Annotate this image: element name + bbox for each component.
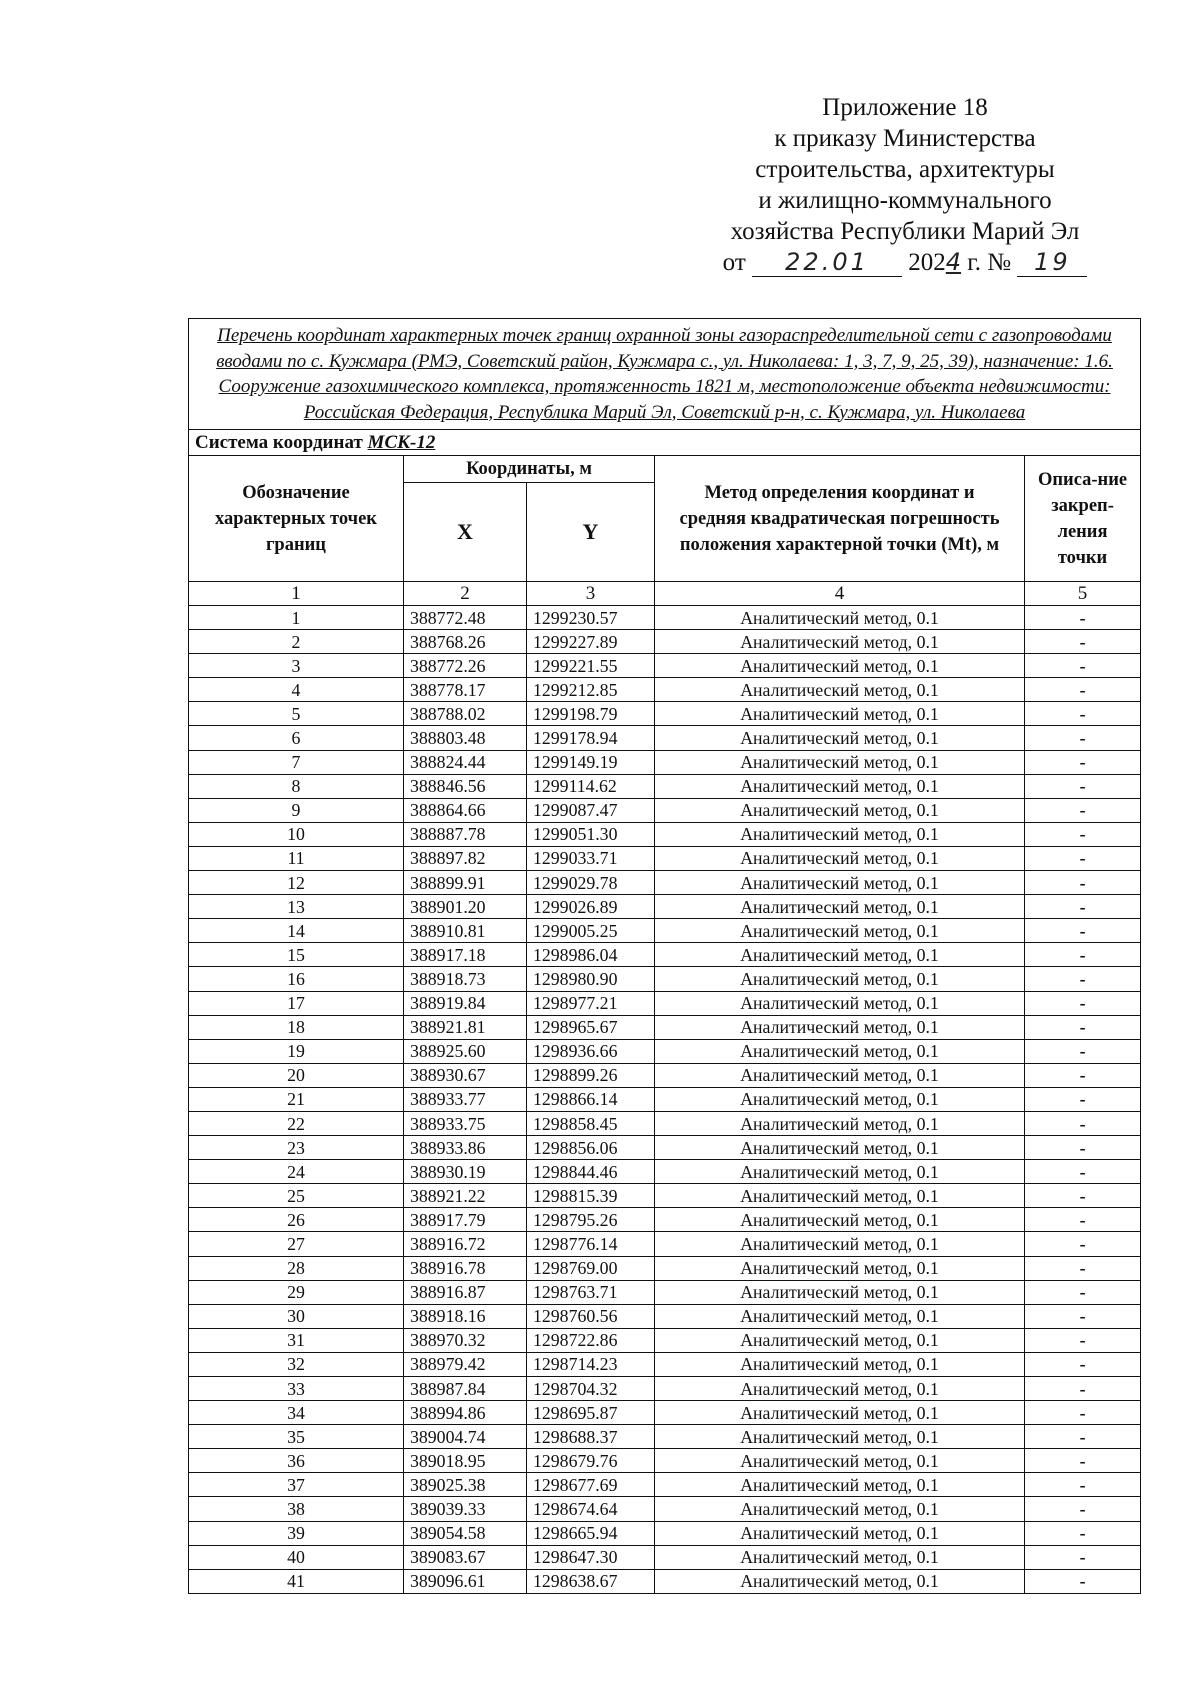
fixing-description-cell: - bbox=[1025, 1497, 1141, 1521]
fixing-description-cell: - bbox=[1025, 871, 1141, 895]
x-coordinate-cell: 388918.73 bbox=[404, 967, 527, 991]
point-number-cell: 29 bbox=[189, 1280, 404, 1304]
point-number-cell: 36 bbox=[189, 1449, 404, 1473]
point-number-cell: 6 bbox=[189, 726, 404, 750]
table-row bbox=[189, 750, 1141, 774]
point-number-cell: 18 bbox=[189, 1015, 404, 1039]
table-row bbox=[189, 1569, 1141, 1593]
table-row bbox=[189, 1352, 1141, 1376]
point-number-cell: 2 bbox=[189, 630, 404, 654]
table-row bbox=[189, 871, 1141, 895]
method-cell: Аналитический метод, 0.1 bbox=[655, 1208, 1025, 1232]
point-number-cell: 24 bbox=[189, 1160, 404, 1184]
x-coordinate-cell: 388916.87 bbox=[404, 1280, 527, 1304]
table-row bbox=[189, 630, 1141, 654]
table-row bbox=[189, 967, 1141, 991]
fixing-description-cell: - bbox=[1025, 1401, 1141, 1425]
x-coordinate-cell: 388917.18 bbox=[404, 943, 527, 967]
y-coordinate-cell: 1298638.67 bbox=[527, 1569, 655, 1593]
method-cell: Аналитический метод, 0.1 bbox=[655, 895, 1025, 919]
header-coordinates: Координаты, м bbox=[404, 456, 655, 483]
table-row bbox=[189, 895, 1141, 919]
annex-line-order: к приказу Министерства bbox=[774, 125, 1036, 152]
point-number-cell: 13 bbox=[189, 895, 404, 919]
method-cell: Аналитический метод, 0.1 bbox=[655, 943, 1025, 967]
table-row bbox=[189, 606, 1141, 630]
table-row bbox=[189, 822, 1141, 846]
method-cell: Аналитический метод, 0.1 bbox=[655, 1545, 1025, 1569]
y-coordinate-cell: 1298688.37 bbox=[527, 1425, 655, 1449]
table-row bbox=[189, 1328, 1141, 1352]
x-coordinate-cell: 388921.81 bbox=[404, 1015, 527, 1039]
fixing-description-cell: - bbox=[1025, 1449, 1141, 1473]
x-coordinate-cell: 388768.26 bbox=[404, 630, 527, 654]
fixing-description-cell: - bbox=[1025, 991, 1141, 1015]
fixing-description-cell: - bbox=[1025, 1352, 1141, 1376]
method-cell: Аналитический метод, 0.1 bbox=[655, 654, 1025, 678]
table-row bbox=[189, 1545, 1141, 1569]
x-coordinate-cell: 389025.38 bbox=[404, 1473, 527, 1497]
method-cell: Аналитический метод, 0.1 bbox=[655, 678, 1025, 702]
x-coordinate-cell: 388824.44 bbox=[404, 750, 527, 774]
y-coordinate-cell: 1298936.66 bbox=[527, 1039, 655, 1063]
y-coordinate-cell: 1298899.26 bbox=[527, 1063, 655, 1087]
coordinate-system-row bbox=[189, 430, 1141, 456]
fixing-description-cell: - bbox=[1025, 726, 1141, 750]
point-number-cell: 41 bbox=[189, 1569, 404, 1593]
point-number-cell: 25 bbox=[189, 1184, 404, 1208]
fixing-description-cell: - bbox=[1025, 1569, 1141, 1593]
fixing-description-cell: - bbox=[1025, 943, 1141, 967]
coordinate-system-value: МСК-12 bbox=[367, 431, 436, 453]
annex-date-line bbox=[690, 247, 1120, 278]
handwritten-number: 19 bbox=[1034, 248, 1071, 276]
y-coordinate-cell: 1298795.26 bbox=[527, 1208, 655, 1232]
x-coordinate-cell: 388864.66 bbox=[404, 798, 527, 822]
point-number-cell: 37 bbox=[189, 1473, 404, 1497]
column-number: 1 bbox=[189, 582, 404, 606]
y-coordinate-cell: 1298977.21 bbox=[527, 991, 655, 1015]
method-cell: Аналитический метод, 0.1 bbox=[655, 1425, 1025, 1449]
number-field bbox=[1017, 249, 1087, 277]
point-number-cell: 38 bbox=[189, 1497, 404, 1521]
y-coordinate-cell: 1298856.06 bbox=[527, 1136, 655, 1160]
y-coordinate-cell: 1298647.30 bbox=[527, 1545, 655, 1569]
x-coordinate-cell: 388910.81 bbox=[404, 919, 527, 943]
point-number-cell: 35 bbox=[189, 1425, 404, 1449]
fixing-description-cell: - bbox=[1025, 702, 1141, 726]
y-coordinate-cell: 1298665.94 bbox=[527, 1521, 655, 1545]
method-cell: Аналитический метод, 0.1 bbox=[655, 919, 1025, 943]
y-coordinate-cell: 1298776.14 bbox=[527, 1232, 655, 1256]
method-cell: Аналитический метод, 0.1 bbox=[655, 1304, 1025, 1328]
table-row bbox=[189, 678, 1141, 702]
method-cell: Аналитический метод, 0.1 bbox=[655, 1136, 1025, 1160]
fixing-description-cell: - bbox=[1025, 1087, 1141, 1111]
fixing-description-cell: - bbox=[1025, 1328, 1141, 1352]
number-label: г. № bbox=[967, 249, 1012, 276]
header-method: Метод определения координат и средняя квадратическая погрешность положения характерной точки (Mt), м bbox=[655, 456, 1025, 582]
fixing-description-cell: - bbox=[1025, 822, 1141, 846]
point-number-cell: 9 bbox=[189, 798, 404, 822]
table-row bbox=[189, 1449, 1141, 1473]
fixing-description-cell: - bbox=[1025, 606, 1141, 630]
point-number-cell: 28 bbox=[189, 1256, 404, 1280]
point-number-cell: 3 bbox=[189, 654, 404, 678]
fixing-description-cell: - bbox=[1025, 1280, 1141, 1304]
x-coordinate-cell: 388917.79 bbox=[404, 1208, 527, 1232]
x-coordinate-cell: 389083.67 bbox=[404, 1545, 527, 1569]
table-row bbox=[189, 798, 1141, 822]
y-coordinate-cell: 1299026.89 bbox=[527, 895, 655, 919]
x-coordinate-cell: 388916.72 bbox=[404, 1232, 527, 1256]
x-coordinate-cell: 388930.19 bbox=[404, 1160, 527, 1184]
point-number-cell: 33 bbox=[189, 1377, 404, 1401]
annex-title: Приложение 18 bbox=[822, 94, 988, 121]
point-number-cell: 10 bbox=[189, 822, 404, 846]
table-row bbox=[189, 1111, 1141, 1135]
x-coordinate-cell: 388846.56 bbox=[404, 774, 527, 798]
point-number-cell: 32 bbox=[189, 1352, 404, 1376]
column-number: 4 bbox=[655, 582, 1025, 606]
y-coordinate-cell: 1299149.19 bbox=[527, 750, 655, 774]
fixing-description-cell: - bbox=[1025, 798, 1141, 822]
fixing-description-cell: - bbox=[1025, 1184, 1141, 1208]
header-x: X bbox=[404, 483, 527, 582]
y-coordinate-cell: 1298695.87 bbox=[527, 1401, 655, 1425]
point-number-cell: 23 bbox=[189, 1136, 404, 1160]
method-cell: Аналитический метод, 0.1 bbox=[655, 1232, 1025, 1256]
method-cell: Аналитический метод, 0.1 bbox=[655, 1087, 1025, 1111]
x-coordinate-cell: 389054.58 bbox=[404, 1521, 527, 1545]
table-row bbox=[189, 1377, 1141, 1401]
method-cell: Аналитический метод, 0.1 bbox=[655, 1184, 1025, 1208]
annex-line-republic: хозяйства Республики Марий Эл bbox=[730, 218, 1080, 245]
y-coordinate-cell: 1298714.23 bbox=[527, 1352, 655, 1376]
fixing-description-cell: - bbox=[1025, 1208, 1141, 1232]
table-row bbox=[189, 774, 1141, 798]
fixing-description-cell: - bbox=[1025, 654, 1141, 678]
fixing-description-cell: - bbox=[1025, 846, 1141, 870]
fixing-description-cell: - bbox=[1025, 919, 1141, 943]
fixing-description-cell: - bbox=[1025, 1304, 1141, 1328]
point-number-cell: 17 bbox=[189, 991, 404, 1015]
point-number-cell: 1 bbox=[189, 606, 404, 630]
point-number-cell: 19 bbox=[189, 1039, 404, 1063]
y-coordinate-cell: 1298704.32 bbox=[527, 1377, 655, 1401]
coordinates-table bbox=[188, 318, 1141, 1594]
fixing-description-cell: - bbox=[1025, 1473, 1141, 1497]
fixing-description-cell: - bbox=[1025, 1039, 1141, 1063]
point-number-cell: 31 bbox=[189, 1328, 404, 1352]
fixing-description-cell: - bbox=[1025, 1545, 1141, 1569]
point-number-cell: 20 bbox=[189, 1063, 404, 1087]
x-coordinate-cell: 388933.86 bbox=[404, 1136, 527, 1160]
x-coordinate-cell: 388916.78 bbox=[404, 1256, 527, 1280]
fixing-description-cell: - bbox=[1025, 1377, 1141, 1401]
y-coordinate-cell: 1299198.79 bbox=[527, 702, 655, 726]
y-coordinate-cell: 1298980.90 bbox=[527, 967, 655, 991]
fixing-description-cell: - bbox=[1025, 1063, 1141, 1087]
table-row bbox=[189, 943, 1141, 967]
table-row bbox=[189, 1304, 1141, 1328]
point-number-cell: 21 bbox=[189, 1087, 404, 1111]
x-coordinate-cell: 388933.77 bbox=[404, 1087, 527, 1111]
table-row bbox=[189, 991, 1141, 1015]
x-coordinate-cell: 388772.26 bbox=[404, 654, 527, 678]
year-prefix: 202 bbox=[908, 249, 946, 276]
table-row bbox=[189, 1184, 1141, 1208]
point-number-cell: 15 bbox=[189, 943, 404, 967]
fixing-description-cell: - bbox=[1025, 1111, 1141, 1135]
x-coordinate-cell: 388901.20 bbox=[404, 895, 527, 919]
fixing-description-cell: - bbox=[1025, 1015, 1141, 1039]
header-y: Y bbox=[527, 483, 655, 582]
method-cell: Аналитический метод, 0.1 bbox=[655, 1449, 1025, 1473]
x-coordinate-cell: 388899.91 bbox=[404, 871, 527, 895]
point-number-cell: 11 bbox=[189, 846, 404, 870]
method-cell: Аналитический метод, 0.1 bbox=[655, 967, 1025, 991]
y-coordinate-cell: 1298760.56 bbox=[527, 1304, 655, 1328]
point-number-cell: 8 bbox=[189, 774, 404, 798]
method-cell: Аналитический метод, 0.1 bbox=[655, 1377, 1025, 1401]
x-coordinate-cell: 388788.02 bbox=[404, 702, 527, 726]
table-row bbox=[189, 702, 1141, 726]
y-coordinate-cell: 1298844.46 bbox=[527, 1160, 655, 1184]
table-row bbox=[189, 1015, 1141, 1039]
date-field bbox=[752, 249, 902, 277]
fixing-description-cell: - bbox=[1025, 774, 1141, 798]
method-cell: Аналитический метод, 0.1 bbox=[655, 726, 1025, 750]
fixing-description-cell: - bbox=[1025, 1425, 1141, 1449]
point-number-cell: 12 bbox=[189, 871, 404, 895]
y-coordinate-cell: 1299221.55 bbox=[527, 654, 655, 678]
method-cell: Аналитический метод, 0.1 bbox=[655, 702, 1025, 726]
column-number: 3 bbox=[527, 582, 655, 606]
x-coordinate-cell: 388930.67 bbox=[404, 1063, 527, 1087]
table-row bbox=[189, 1425, 1141, 1449]
x-coordinate-cell: 388887.78 bbox=[404, 822, 527, 846]
method-cell: Аналитический метод, 0.1 bbox=[655, 1352, 1025, 1376]
point-number-cell: 7 bbox=[189, 750, 404, 774]
y-coordinate-cell: 1298679.76 bbox=[527, 1449, 655, 1473]
table-row bbox=[189, 1063, 1141, 1087]
y-coordinate-cell: 1298674.64 bbox=[527, 1497, 655, 1521]
coordinate-system-label: Система координат bbox=[195, 431, 363, 453]
y-coordinate-cell: 1299029.78 bbox=[527, 871, 655, 895]
method-cell: Аналитический метод, 0.1 bbox=[655, 1497, 1025, 1521]
table-row bbox=[189, 1473, 1141, 1497]
fixing-description-cell: - bbox=[1025, 678, 1141, 702]
point-number-cell: 22 bbox=[189, 1111, 404, 1135]
x-coordinate-cell: 388919.84 bbox=[404, 991, 527, 1015]
fixing-description-cell: - bbox=[1025, 1160, 1141, 1184]
point-number-cell: 39 bbox=[189, 1521, 404, 1545]
fixing-description-cell: - bbox=[1025, 1256, 1141, 1280]
table-row bbox=[189, 1497, 1141, 1521]
y-coordinate-cell: 1299114.62 bbox=[527, 774, 655, 798]
x-coordinate-cell: 389096.61 bbox=[404, 1569, 527, 1593]
method-cell: Аналитический метод, 0.1 bbox=[655, 1280, 1025, 1304]
point-number-cell: 40 bbox=[189, 1545, 404, 1569]
y-coordinate-cell: 1299230.57 bbox=[527, 606, 655, 630]
method-cell: Аналитический метод, 0.1 bbox=[655, 991, 1025, 1015]
fixing-description-cell: - bbox=[1025, 1232, 1141, 1256]
x-coordinate-cell: 388979.42 bbox=[404, 1352, 527, 1376]
method-cell: Аналитический метод, 0.1 bbox=[655, 606, 1025, 630]
method-cell: Аналитический метод, 0.1 bbox=[655, 1256, 1025, 1280]
table-caption: Перечень координат характерных точек границ охранной зоны газораспределительной сети с газопроводами вводами по с. Кужмара (РМЭ, Советский район, Кужмара с., ул. Николаева: 1, 3, 7, 9, 25, 39), назначение: 1.6. Сооружение газохимического комплекса, протяженность 1821 м, местоположение объекта недвижимости: Российская Федерация, Республика Марий Эл, Советский р-н, с. Кужмара, ул. Николаева bbox=[189, 319, 1141, 430]
table-row bbox=[189, 1208, 1141, 1232]
method-cell: Аналитический метод, 0.1 bbox=[655, 1015, 1025, 1039]
x-coordinate-cell: 388918.16 bbox=[404, 1304, 527, 1328]
point-number-cell: 4 bbox=[189, 678, 404, 702]
table-row bbox=[189, 1521, 1141, 1545]
from-label: от bbox=[722, 249, 746, 276]
handwritten-date: 22.01 bbox=[785, 248, 869, 276]
y-coordinate-cell: 1298763.71 bbox=[527, 1280, 655, 1304]
x-coordinate-cell: 388970.32 bbox=[404, 1328, 527, 1352]
point-number-cell: 5 bbox=[189, 702, 404, 726]
method-cell: Аналитический метод, 0.1 bbox=[655, 1039, 1025, 1063]
handwritten-year: 4 bbox=[945, 248, 962, 276]
fixing-description-cell: - bbox=[1025, 630, 1141, 654]
x-coordinate-cell: 388925.60 bbox=[404, 1039, 527, 1063]
fixing-description-cell: - bbox=[1025, 895, 1141, 919]
method-cell: Аналитический метод, 0.1 bbox=[655, 1473, 1025, 1497]
method-cell: Аналитический метод, 0.1 bbox=[655, 1521, 1025, 1545]
column-number: 5 bbox=[1025, 582, 1141, 606]
point-number-cell: 30 bbox=[189, 1304, 404, 1328]
method-cell: Аналитический метод, 0.1 bbox=[655, 1328, 1025, 1352]
table-row bbox=[189, 1232, 1141, 1256]
table-row bbox=[189, 846, 1141, 870]
y-coordinate-cell: 1298866.14 bbox=[527, 1087, 655, 1111]
fixing-description-cell: - bbox=[1025, 750, 1141, 774]
y-coordinate-cell: 1299005.25 bbox=[527, 919, 655, 943]
method-cell: Аналитический метод, 0.1 bbox=[655, 846, 1025, 870]
table-row bbox=[189, 1136, 1141, 1160]
table-row bbox=[189, 1039, 1141, 1063]
fixing-description-cell: - bbox=[1025, 1521, 1141, 1545]
method-cell: Аналитический метод, 0.1 bbox=[655, 1063, 1025, 1087]
table-row bbox=[189, 1280, 1141, 1304]
y-coordinate-cell: 1299227.89 bbox=[527, 630, 655, 654]
x-coordinate-cell: 388778.17 bbox=[404, 678, 527, 702]
method-cell: Аналитический метод, 0.1 bbox=[655, 1160, 1025, 1184]
x-coordinate-cell: 389039.33 bbox=[404, 1497, 527, 1521]
x-coordinate-cell: 388803.48 bbox=[404, 726, 527, 750]
table-row bbox=[189, 1087, 1141, 1111]
y-coordinate-cell: 1298858.45 bbox=[527, 1111, 655, 1135]
fixing-description-cell: - bbox=[1025, 967, 1141, 991]
method-cell: Аналитический метод, 0.1 bbox=[655, 750, 1025, 774]
method-cell: Аналитический метод, 0.1 bbox=[655, 630, 1025, 654]
header-designation: Обозначение характерных точек границ bbox=[189, 456, 404, 582]
method-cell: Аналитический метод, 0.1 bbox=[655, 1401, 1025, 1425]
table-row bbox=[189, 1160, 1141, 1184]
method-cell: Аналитический метод, 0.1 bbox=[655, 1569, 1025, 1593]
x-coordinate-cell: 388933.75 bbox=[404, 1111, 527, 1135]
method-cell: Аналитический метод, 0.1 bbox=[655, 798, 1025, 822]
y-coordinate-cell: 1299087.47 bbox=[527, 798, 655, 822]
point-number-cell: 26 bbox=[189, 1208, 404, 1232]
y-coordinate-cell: 1298965.67 bbox=[527, 1015, 655, 1039]
point-number-cell: 14 bbox=[189, 919, 404, 943]
method-cell: Аналитический метод, 0.1 bbox=[655, 871, 1025, 895]
x-coordinate-cell: 388897.82 bbox=[404, 846, 527, 870]
point-number-cell: 34 bbox=[189, 1401, 404, 1425]
table-row bbox=[189, 1256, 1141, 1280]
point-number-cell: 16 bbox=[189, 967, 404, 991]
header-description: Описа-ние закреп-ления точки bbox=[1025, 456, 1141, 582]
y-coordinate-cell: 1298815.39 bbox=[527, 1184, 655, 1208]
annex-line-ministry: строительства, архитектуры bbox=[755, 156, 1055, 183]
table-row bbox=[189, 1401, 1141, 1425]
method-cell: Аналитический метод, 0.1 bbox=[655, 1111, 1025, 1135]
x-coordinate-cell: 388994.86 bbox=[404, 1401, 527, 1425]
table-row bbox=[189, 919, 1141, 943]
column-number: 2 bbox=[404, 582, 527, 606]
fixing-description-cell: - bbox=[1025, 1136, 1141, 1160]
y-coordinate-cell: 1299212.85 bbox=[527, 678, 655, 702]
x-coordinate-cell: 388987.84 bbox=[404, 1377, 527, 1401]
x-coordinate-cell: 388921.22 bbox=[404, 1184, 527, 1208]
x-coordinate-cell: 389004.74 bbox=[404, 1425, 527, 1449]
y-coordinate-cell: 1298769.00 bbox=[527, 1256, 655, 1280]
annex-line-housing: и жилищно-коммунального bbox=[758, 187, 1052, 214]
table-row bbox=[189, 654, 1141, 678]
y-coordinate-cell: 1298722.86 bbox=[527, 1328, 655, 1352]
x-coordinate-cell: 388772.48 bbox=[404, 606, 527, 630]
point-number-cell: 27 bbox=[189, 1232, 404, 1256]
y-coordinate-cell: 1299178.94 bbox=[527, 726, 655, 750]
column-numbers-row bbox=[189, 582, 1141, 606]
annex-header bbox=[690, 92, 1120, 278]
table-row bbox=[189, 726, 1141, 750]
y-coordinate-cell: 1299051.30 bbox=[527, 822, 655, 846]
y-coordinate-cell: 1298986.04 bbox=[527, 943, 655, 967]
y-coordinate-cell: 1299033.71 bbox=[527, 846, 655, 870]
y-coordinate-cell: 1298677.69 bbox=[527, 1473, 655, 1497]
x-coordinate-cell: 389018.95 bbox=[404, 1449, 527, 1473]
method-cell: Аналитический метод, 0.1 bbox=[655, 822, 1025, 846]
method-cell: Аналитический метод, 0.1 bbox=[655, 774, 1025, 798]
